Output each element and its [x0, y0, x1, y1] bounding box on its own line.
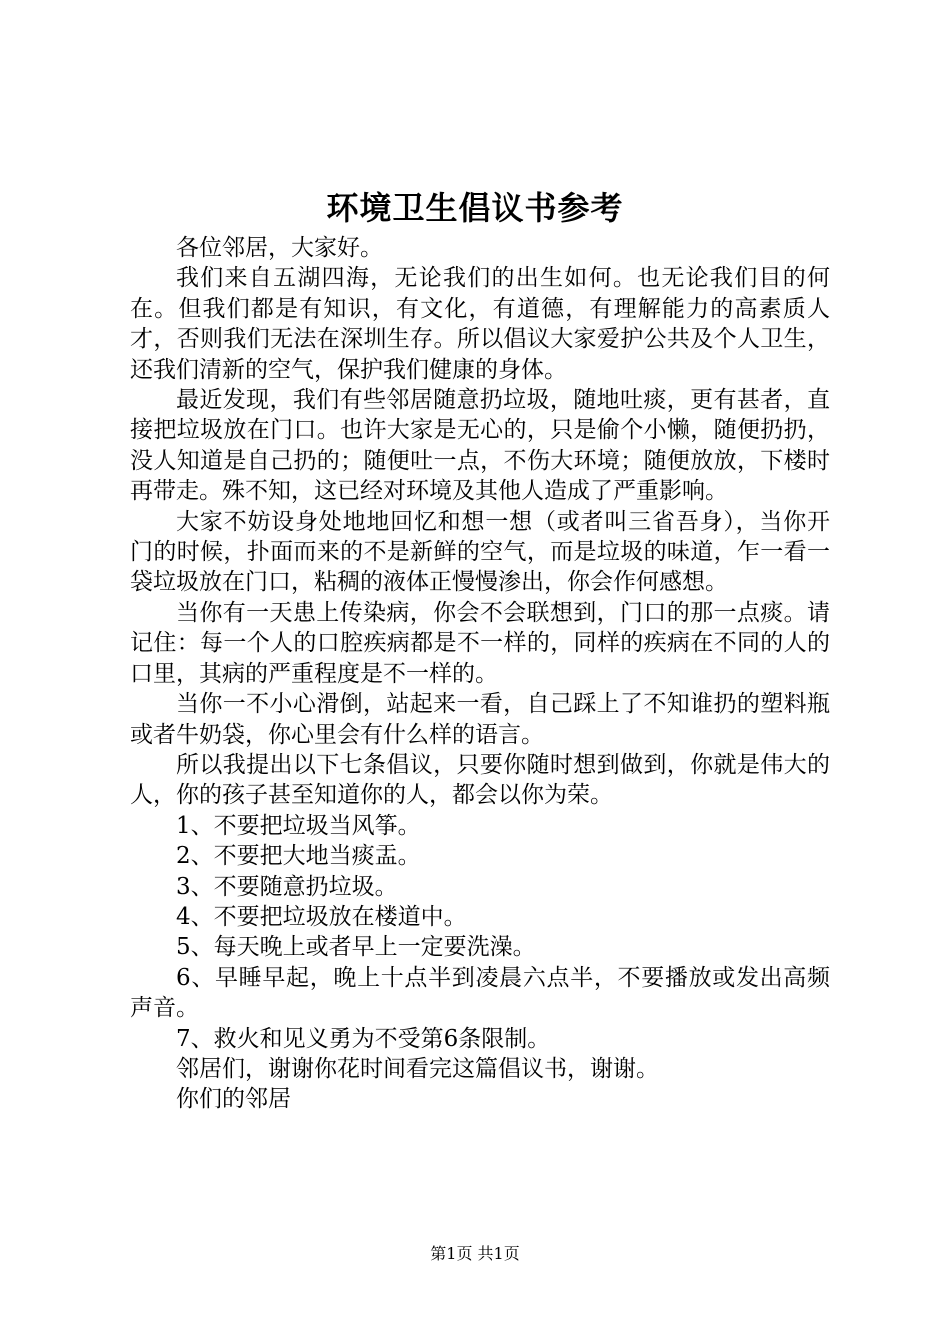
proposal-item: 7、救火和见义勇为不受第6条限制。 [176, 1025, 551, 1052]
body-paragraph: 当你有一天患上传染病，你会不会联想到，门口的那一点痰。请记住：每一个人的口腔疾病都是不一样的，同样的疾病在不同的人的口里，其病的严重程度是不一样的。 [130, 599, 830, 687]
greeting-paragraph: 各位邻居，大家好。 [176, 235, 383, 261]
proposal-item: 4、不要把垃圾放在楼道中。 [176, 903, 467, 930]
signature-line: 你们的邻居 [176, 1086, 291, 1113]
body-paragraph: 我们来自五湖四海，无论我们的出生如何。也无论我们目的何在。但我们都是有知识，有文化，有道德，有理解能力的高素质人才，否则我们无法在深圳生存。所以倡议大家爱护公共及个人卫生，还我们清新的空气，保护我们健康的身体。 [130, 265, 830, 383]
document-body [130, 233, 830, 1115]
page-footer: 第1页 共1页 [430, 1244, 520, 1263]
proposal-item: 1、不要把垃圾当风筝。 [176, 812, 421, 839]
proposal-item: 6、早睡早起，晚上十点半到凌晨六点半，不要播放或发出高频声音。 [130, 964, 830, 1022]
body-paragraph: 当你一不小心滑倒，站起来一看，自己踩上了不知谁扔的塑料瓶或者牛奶袋，你心里会有什么样的语言。 [130, 691, 830, 748]
body-paragraph: 大家不妨设身处地地回忆和想一想（或者叫三省吾身），当你开门的时候，扑面而来的不是新鲜的空气，而是垃圾的味道，乍一看一袋垃圾放在门口，粘稠的液体正慢慢渗出，你会作何感想。 [130, 508, 830, 596]
proposal-item: 5、每天晚上或者早上一定要洗澡。 [176, 934, 536, 961]
document-title: 环境卫生倡议书参考 [326, 189, 624, 227]
proposal-item: 2、不要把大地当痰盂。 [176, 843, 421, 870]
proposal-item: 3、不要随意扔垃圾。 [176, 873, 398, 900]
body-paragraph: 所以我提出以下七条倡议，只要你随时想到做到，你就是伟大的人，你的孩子甚至知道你的人，都会以你为荣。 [130, 751, 830, 809]
body-paragraph: 最近发现，我们有些邻居随意扔垃圾，随地吐痰，更有甚者，直接把垃圾放在门口。也许大家是无心的，只是偷个小懒，随便扔扔，没人知道是自己扔的；随便吐一点，不伤大环境；随便放放，下楼时再带走。殊不知，这已经对环境及其他人造成了严重影响。 [130, 387, 830, 505]
closing-paragraph: 邻居们，谢谢你花时间看完这篇倡议书，谢谢。 [176, 1055, 659, 1082]
